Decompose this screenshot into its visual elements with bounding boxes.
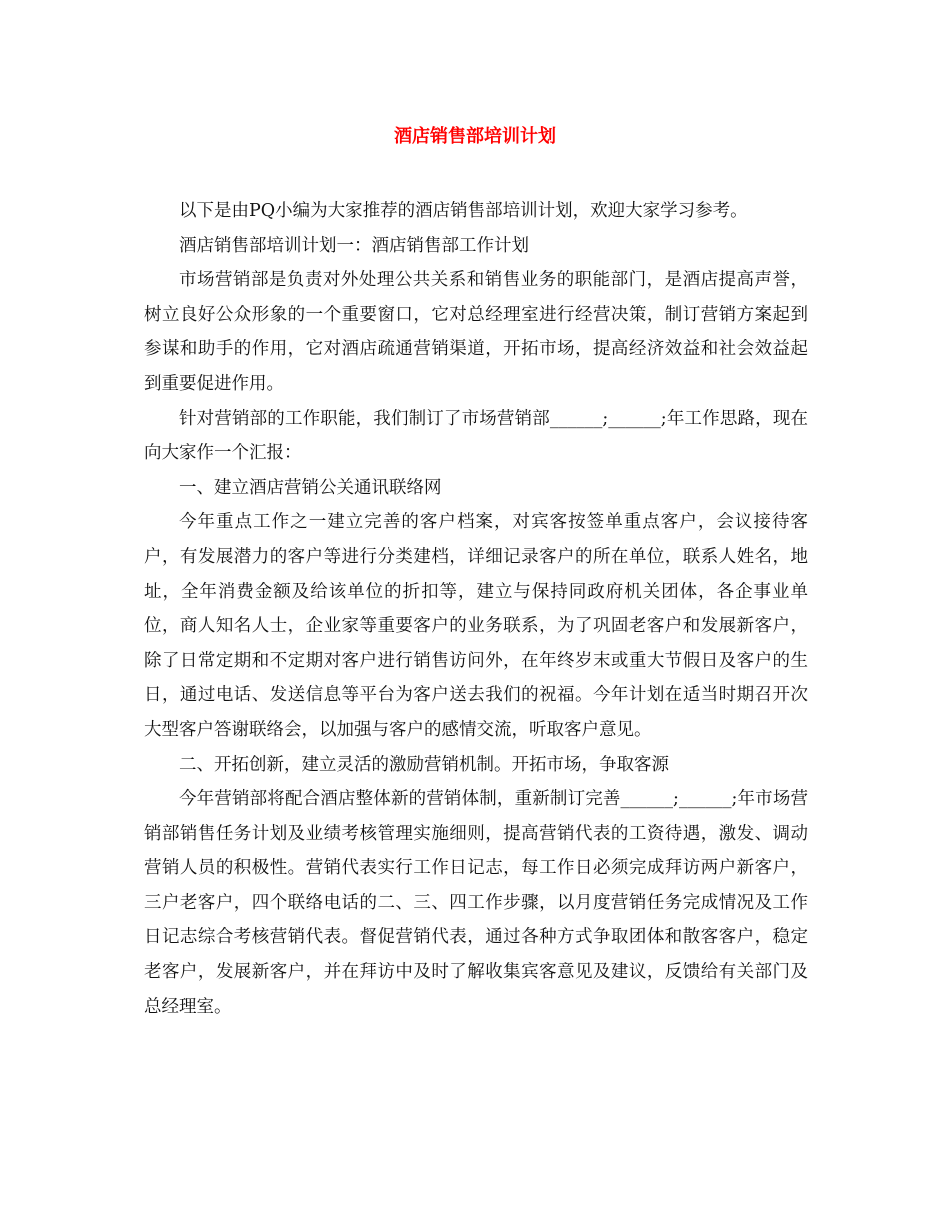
paragraph-work-ideas: 针对营销部的工作职能，我们制订了市场营销部______;______;年工作思路，现在向大家作一个汇报： bbox=[144, 408, 808, 464]
document-body bbox=[144, 194, 808, 1024]
paragraph-incentive-mechanism: 今年营销部将配合酒店整体新的营销体制，重新制订完善______;______;年市场营销部销售任务计划及业绩考核管理实施细则，提高营销代表的工资待遇，激发、调动营销人员的积极性。营销代表实行工作日记志，每工作日必须完成拜访两户新客户，三户老客户，四个联络电话的二、三、四工作步骤，以月度营销任务完成情况及工作日记志综合考核营销代表。督促营销代表，通过各种方式争取团体和散客客户，稳定老客户，发展新客户，并在拜访中及时了解收集宾客意见及建议，反馈给有关部门及总经理室。 bbox=[144, 789, 808, 1017]
paragraph-plan-heading: 酒店销售部培训计划一：酒店销售部工作计划 bbox=[179, 235, 529, 256]
paragraph-department-role: 市场营销部是负责对外处理公共关系和销售业务的职能部门，是酒店提高声誉，树立良好公众形象的一个重要窗口，它对总经理室进行经营决策，制订营销方案起到参谋和助手的作用，它对酒店疏通营销渠道，开拓市场，提高经济效益和社会效益起到重要促进作用。 bbox=[144, 270, 808, 394]
paragraph-customer-files: 今年重点工作之一建立完善的客户档案，对宾客按签单重点客户，会议接待客户，有发展潜力的客户等进行分类建档，详细记录客户的所在单位，联系人姓名，地址，全年消费金额及给该单位的折扣等，建立与保持同政府机关团体，各企事业单位，商人知名人士，企业家等重要客户的业务联系，为了巩固老客户和发展新客户，除了日常定期和不定期对客户进行销售访问外，在年终岁末或重大节假日及客户的生日，通过电话、发送信息等平台为客户送去我们的祝福。今年计划在适当时期召开次大型客户答谢联络会，以加强与客户的感情交流，听取客户意见。 bbox=[144, 512, 808, 740]
section-heading-1: 一、建立酒店营销公关通讯联络网 bbox=[179, 477, 442, 498]
section-heading-2: 二、开拓创新，建立灵活的激励营销机制。开拓市场，争取客源 bbox=[179, 754, 669, 775]
document-title: 酒店销售部培训计划 bbox=[394, 126, 556, 147]
paragraph-intro: 以下是由PQ小编为大家推荐的酒店销售部培训计划，欢迎大家学习参考。 bbox=[179, 201, 748, 221]
